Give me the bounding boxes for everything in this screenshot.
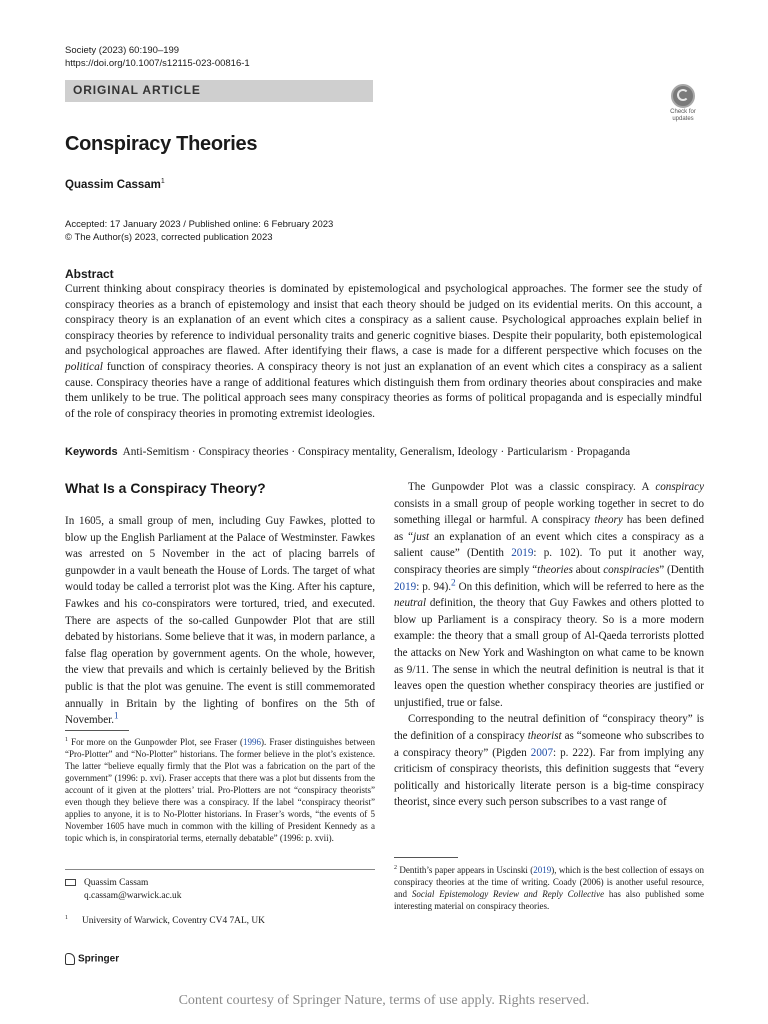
copyright-line: © The Author(s) 2023, corrected publication 2023	[65, 231, 273, 243]
footnote-link-2[interactable]: 2	[451, 577, 456, 588]
right-column	[394, 479, 704, 811]
keywords-list: Anti-Semitism · Conspiracy theories · Conspiracy mentality, Generalism, Ideology · Particularism · Propaganda	[122, 446, 631, 458]
article-type-label: ORIGINAL ARTICLE	[73, 83, 201, 97]
envelope-icon	[65, 879, 76, 886]
citation-link[interactable]: 2007	[530, 746, 553, 759]
footnote-2: $^2$ Dentith’s paper appears in Uscinski (2019), which is the best collection of essays on conspiracy theories at the time of writing. Coady (2006) is another useful resource, and Social Epistemology Review and Reply Collective has also published some interesting material on conspiracy theories.	[394, 865, 705, 911]
check-for-updates-badge[interactable]	[664, 84, 702, 124]
author-line	[65, 179, 165, 191]
publication-dates	[65, 219, 333, 244]
accepted-date: Accepted: 17 January 2023	[65, 219, 181, 230]
citation-link[interactable]: 2019	[511, 547, 534, 560]
article-type-banner	[65, 80, 373, 102]
courtesy-notice: Content courtesy of Springer Nature, terms of use apply. Rights reserved.	[178, 993, 590, 1008]
affiliation: $^1$ University of Warwick, Coventry CV4 7AL, UK	[65, 914, 265, 926]
abstract-text: Current thinking about conspiracy theories is dominated by epistemological and psychological approaches. The former see the study of conspiracy theories as a branch of epistemology and insist that each theory should be judged on its evidential merits. On this account, a conspiracy theory is an explanation of an event which cites a conspiracy as a salient cause. Psychological approaches explain belief in conspiracy theories by reference to individual personality traits and generic cognitive biases. Despite their popularity, both epistemological and psychological approaches are flawed. After identifying their flaws, a case is made for a different perspective which focuses on the political function of conspiracy theories. A conspiracy theory is not just an explanation of an event which cites a conspiracy as a salient cause. Conspiracy theories have a range of additional features which distinguish them from ordinary theories about conspiracies and make them unlikely to be true. The political approach sees many conspiracy theories as forms of political propaganda and is especially mindful of the role of conspiracy theories in promoting extremist ideologies.	[65, 283, 702, 420]
footnote-link-1[interactable]: 1	[114, 711, 119, 722]
left-column	[65, 513, 375, 729]
citation-link[interactable]: 1996	[243, 737, 262, 747]
citation-link[interactable]: 2019	[394, 580, 417, 593]
badge-line-2: updates	[672, 115, 694, 122]
contact-name: Quassim Cassam	[84, 878, 149, 888]
publisher-name: Springer	[78, 953, 120, 965]
doi-link[interactable]: https://doi.org/10.1007/s12115-023-00816-1	[65, 58, 250, 69]
body-paragraph: Corresponding to the neutral definition of “conspiracy theory” is the definition of a conspiracy theorist as “someone who subscribes to a conspiracy theory” (Pigden 2007: p. 222). Far from implying any criticism of conspiracy theorists, this definition suggests that “every politically and historically literate person is a big-time conspiracy theorist, since every such person subscribes to a vast range of	[394, 713, 704, 809]
badge-line-1: Check for	[670, 109, 696, 115]
abstract-emphasis: political	[65, 360, 103, 373]
footnote-rule	[65, 730, 129, 731]
springer-horse-icon	[65, 953, 75, 965]
journal-citation	[65, 44, 250, 70]
section-heading: What Is a Conspiracy Theory?	[65, 480, 266, 496]
article-title: Conspiracy Theories	[65, 133, 258, 155]
author-affiliation-mark: 1	[160, 178, 165, 186]
published-date: / Published online: 6 February 2023	[180, 219, 334, 230]
keywords-label: Keywords	[65, 446, 118, 458]
body-paragraph: The Gunpowder Plot was a classic conspiracy. A conspiracy consists in a small group of people working together in secret to do something illegal or harmful. A conspiracy theory has been defined as “just an explanation of an event which cites a conspiracy as a salient cause” (Dentith 2019: p. 102). To put it another way, conspiracy theories are simply “theories about conspiracies” (Dentith 2019: p. 94).$^2$ On this definition, which will be referred to here as the neutral definition, the theory that Guy Fawkes and others plotted to blow up Parliament is a conspiracy theory. So is a more modern example: the theory that a small group of Al-Qaeda terrorists plotted the attacks on New York and Washington on what came to be known as 9/11. The sense in which the neutral definition is neutral is that it leaves open the question whether conspiracy theories are justified or unjustified, true or false.	[394, 481, 705, 709]
check-for-updates-icon	[671, 84, 695, 108]
publisher-logo	[65, 953, 119, 965]
abstract-heading: Abstract	[65, 267, 114, 281]
citation-link[interactable]: 2019	[533, 865, 552, 875]
contact-email[interactable]: q.cassam@warwick.ac.uk	[84, 890, 182, 901]
contact-divider	[65, 869, 375, 870]
footnote-1: $^1$ For more on the Gunpowder Plot, see Fraser (1996). Fraser distinguishes between “Pro-Plotter” and “No-Plotter” historians. The former believe in the plot’s existence. The latter “believe equally firmly that the Plot was a fabrication on the part of the government” (1996: p. xvi). Fraser accepts that there was a plot but dissents from the account of it given at the plotters’ trial. Pro-Plotters are not “conspiracy theorists” even though they believe there was a conspiracy. If the label “conspiracy theorist” applies to anyone, it is to No-Plotter historians. In Fraser’s words, “the events of 5 November 1605 have much in common with the killing of President Kennedy as a topic which is, in conspiratorial terms, eternally debatable” (1996: p. xvii).	[65, 737, 376, 843]
footnote-rule	[394, 857, 458, 858]
journal-volume: Society (2023) 60:190–199	[65, 45, 180, 56]
keywords-line	[65, 446, 705, 458]
corresponding-author	[65, 877, 181, 902]
author-name[interactable]: Quassim Cassam	[65, 179, 161, 191]
body-paragraph: In 1605, a small group of men, including Guy Fawkes, plotted to blow up the English Parliament at the Palace of Westminster. Fawkes was arrested on 5 November in the act of placing barrels of gunpowder in a vault beneath the House of Lords. The target of what would today be called a terrorist plot was the King. After his capture, Fawkes and his co-conspirators were tortured, tried, and executed. There are aspects of the so-called Gunpowder Plot that are still debated by historians. Some believe that it was, in modern parlance, a false flag operation by government agents. On the whole, however, the view that prevails and which is certainly believed by the British public is that the plot was genuine. The event is still commemorated annually in Britain by the lighting of bonfires on the 5th of November.$^1$	[65, 515, 375, 727]
